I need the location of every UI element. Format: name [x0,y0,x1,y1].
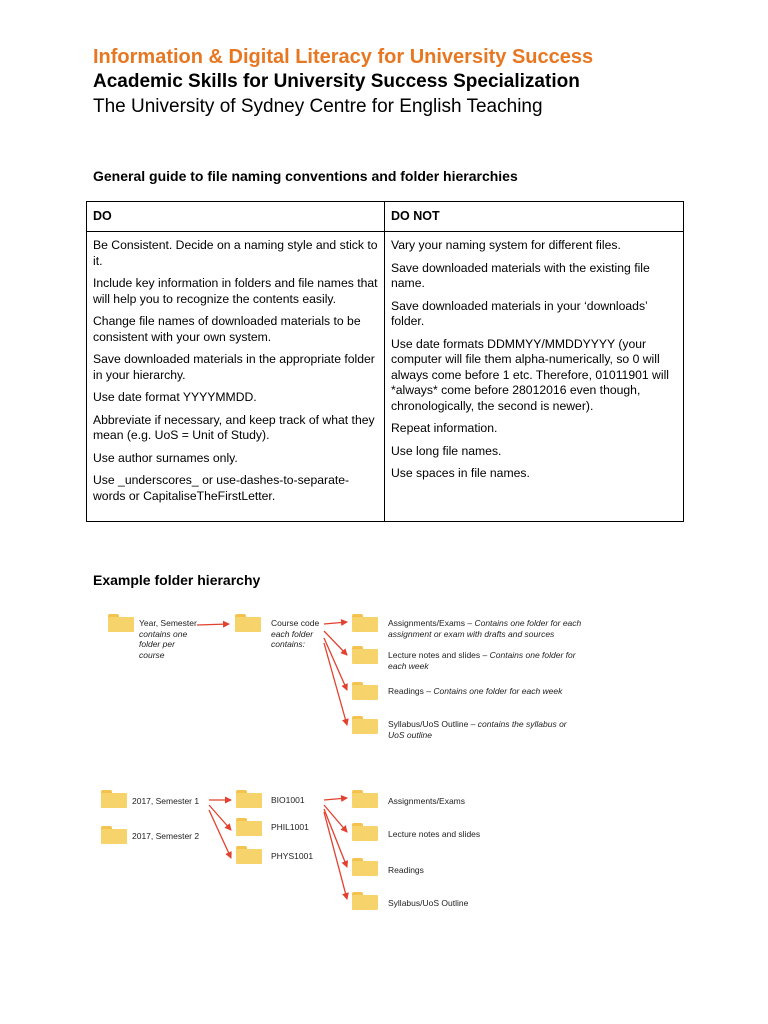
content-folder-label: Readings [388,865,424,875]
folder-icon [236,790,262,808]
do-item: Use author surnames only. [93,450,238,465]
folder-description: each week [388,660,429,671]
content-folder-label: Syllabus/UoS Outline [388,898,469,908]
do-item: Abbreviate if necessary, and keep track of what they mean (e.g. UoS = Unit of Study). [93,412,375,442]
folder-description: UoS outline [388,729,432,740]
semester-folder-label: 2017, Semester 2 [132,831,200,841]
content-folder-label [388,719,567,740]
course-folder-label: BIO1001 [271,795,305,805]
folder-icon [352,716,378,734]
content-folder-label [388,686,562,697]
folder-icon [352,823,378,841]
arrow [324,812,347,899]
folder-description: Contains one folder for [489,650,576,660]
arrow [324,809,347,867]
do-column [87,232,385,522]
content-folder-label [388,650,576,671]
do-item: Be Consistent. Decide on a naming style and stick to it. [93,238,378,268]
course-code-label [271,618,319,650]
folder-description: assignment or exam with drafts and sources [388,628,555,639]
dont-item: Save downloaded materials with the existing file name. [391,260,650,290]
dont-column [385,232,684,522]
level-title: Course code [271,618,320,628]
folder-icon [352,858,378,876]
dont-item: Use long file names. [391,443,502,458]
do-item: Save downloaded materials in the appropriate folder in your hierarchy. [93,352,375,382]
do-item: Use _underscores_ or use-dashes-to-separate-words or CapitaliseTheFirstLetter. [93,473,350,503]
dont-column-header: DO NOT [385,202,684,232]
folder-description: Contains one folder for each [474,618,582,628]
folder-icon [235,614,261,632]
do-item: Change file names of downloaded materials to be consistent with your own system. [93,314,361,344]
dont-item: Use spaces in file names. [391,466,530,480]
arrow [324,643,347,725]
arrow [209,805,231,830]
arrow [324,638,347,690]
arrow [209,810,231,858]
folder-description: Contains one folder for each week [433,686,563,696]
guide-heading: General guide to file naming conventions and folder hierarchies [93,168,518,184]
example-heading: Example folder hierarchy [93,572,261,588]
level-title: Year, Semester [139,618,197,628]
level-description: contains one [139,628,188,639]
do-item: Use date format YYYYMMDD. [93,390,257,404]
folder-description: contains the syllabus or [477,719,567,729]
arrow [324,622,347,624]
course-folder-label: PHIL1001 [271,822,309,832]
folder-icon [352,790,378,808]
folder-icon [352,646,378,664]
level-description: each folder [271,628,314,639]
folder-icon [236,818,262,836]
level-description: folder per [139,639,175,649]
folder-title: Readings – [388,686,432,696]
course-title: Information & Digital Literacy for University Success [93,46,594,68]
folder-icon [236,846,262,864]
content-folder-label [388,618,581,639]
dont-item: Save downloaded materials in your ‘downloads’ folder. [391,298,648,328]
folder-title: Assignments/Exams – [388,618,473,628]
folder-icon [352,682,378,700]
content-folder-label: Assignments/Exams [388,796,465,806]
do-column-header: DO [87,202,385,232]
dont-item: Vary your naming system for different files. [391,238,621,252]
folder-icon [101,790,127,808]
document-header [93,44,593,119]
dont-item: Use date formats DDMMYY/MMDDYYYY (your computer will file them alpha-numerically, so 0 will always come before 1 etc. Therefore, 01011901 will *always* come before 28012016 even though, chronologically, the second is newer). [391,336,669,413]
folder-icon [101,826,127,844]
arrow [324,631,347,655]
folder-title: Lecture notes and slides – [388,650,488,660]
folder-icon [108,614,134,632]
semester-folder-label: 2017, Semester 1 [132,796,200,806]
level-description: course [139,649,165,660]
folder-icon [352,892,378,910]
arrow [324,805,347,832]
do-item: Include key information in folders and file names that will help you to recognize the contents easily. [93,276,378,306]
do-dont-table [86,201,684,522]
folder-icon [352,614,378,632]
content-folder-label: Lecture notes and slides [388,829,481,839]
organization-name: The University of Sydney Centre for English Teaching [93,96,543,117]
dont-item: Repeat information. [391,421,498,435]
year-semester-label [139,618,197,660]
course-folder-label: PHYS1001 [271,851,314,861]
folder-title: Syllabus/UoS Outline – [388,719,476,729]
arrow [197,624,229,625]
specialization-title: Academic Skills for University Success Specialization [93,71,580,92]
level-description: contains: [271,639,306,649]
arrow [324,798,347,800]
